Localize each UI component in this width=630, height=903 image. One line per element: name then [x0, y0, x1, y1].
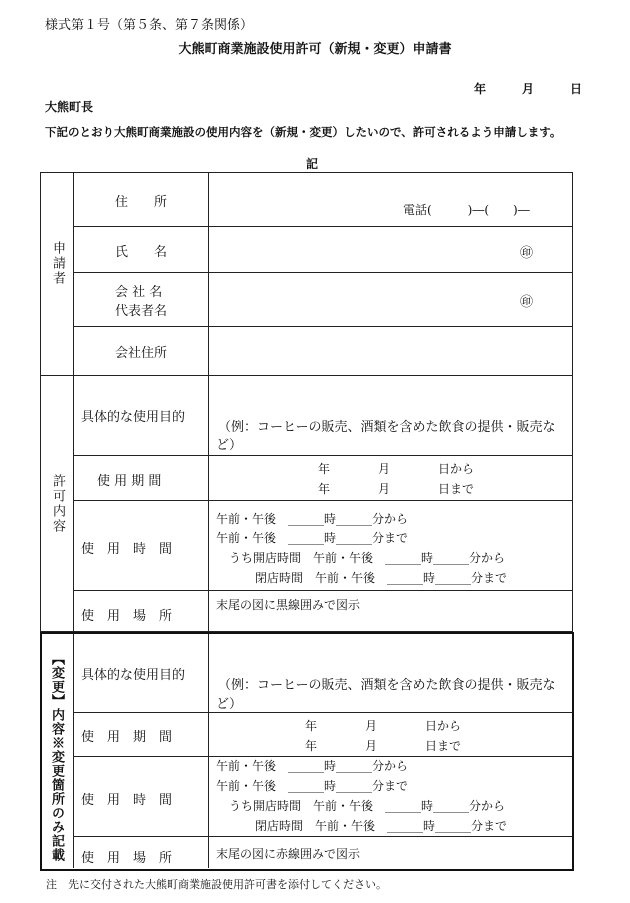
close-time: 閉店時間 午前・午後 ______時______分まで: [255, 571, 508, 585]
place-label: 使 用 場 所: [81, 609, 173, 624]
company-name-label: 会 社 名: [115, 285, 163, 300]
purpose-label: 具体的な使用目的: [81, 410, 186, 425]
form-number: 様式第１号（第５条、第７条関係）: [45, 18, 254, 33]
change-open-time: うち開店時間 午前・午後 ______時______分から: [229, 799, 506, 813]
change-place-value: 末尾の図に赤線囲みで図示: [216, 847, 361, 861]
addressee: 大熊町長: [45, 100, 94, 114]
open-time: うち開店時間 午前・午後 ______時______分から: [229, 551, 506, 565]
date-day: 日: [570, 82, 583, 96]
phone-field[interactable]: 電話( )―( )―: [403, 203, 530, 217]
seal-icon: ㊞: [520, 246, 534, 261]
period-label: 使 用 期 間: [97, 474, 162, 489]
permit-section-label: 許可内容: [50, 474, 65, 534]
hours-end: 午前・午後 ______時______分まで: [216, 531, 409, 545]
address-label: 住 所: [115, 195, 168, 210]
change-purpose-label: 具体的な使用目的: [81, 668, 186, 683]
change-period-from: 年 月 日から: [305, 719, 462, 733]
change-hours-end: 午前・午後 ______時______分まで: [216, 779, 409, 793]
period-to: 年 月 日まで: [318, 482, 475, 496]
ki-label: 記: [306, 157, 319, 171]
hours-label: 使 用 時 間: [81, 542, 173, 557]
place-value: 末尾の図に黒線囲みで図示: [216, 598, 361, 612]
change-hours-start: 午前・午後 ______時______分から: [216, 759, 409, 773]
company-address-label: 会社住所: [115, 346, 168, 361]
seal-icon: ㊞: [520, 295, 534, 310]
purpose-example-line1: （例：コーヒーの販売、酒類を含めた飲食の提供・販売な: [218, 420, 556, 435]
change-section-label: 【変更】内容※変更箇所のみ記載: [49, 652, 64, 862]
date-year: 年: [474, 82, 487, 96]
change-hours-label: 使 用 時 間: [81, 793, 173, 808]
hours-start: 午前・午後 ______時______分から: [216, 512, 409, 526]
change-close-time: 閉店時間 午前・午後 ______時______分まで: [255, 819, 508, 833]
change-purpose-example-line1: （例：コーヒーの販売、酒類を含めた飲食の提供・販売な: [218, 678, 556, 693]
change-purpose-example-line2: ど）: [216, 697, 243, 712]
name-label: 氏 名: [115, 245, 168, 260]
purpose-example-line2: ど）: [216, 438, 243, 453]
page-title: 大熊町商業施設使用許可（新規・変更）申請書: [178, 42, 452, 57]
change-place-label: 使 用 場 所: [81, 851, 173, 866]
applicant-section-label: 申請者: [50, 241, 65, 286]
footnote: 注 先に交付された大熊町商業施設使用許可書を添付してください。: [46, 878, 387, 891]
intro-text: 下記のとおり大熊町商業施設の使用内容を（新規・変更）したいので、許可されるよう申請します。: [45, 125, 562, 139]
period-from: 年 月 日から: [318, 462, 475, 476]
change-period-to: 年 月 日まで: [305, 739, 462, 753]
date-month: 月: [522, 82, 535, 96]
change-period-label: 使 用 期 間: [81, 730, 173, 745]
representative-label: 代表者名: [115, 304, 168, 319]
